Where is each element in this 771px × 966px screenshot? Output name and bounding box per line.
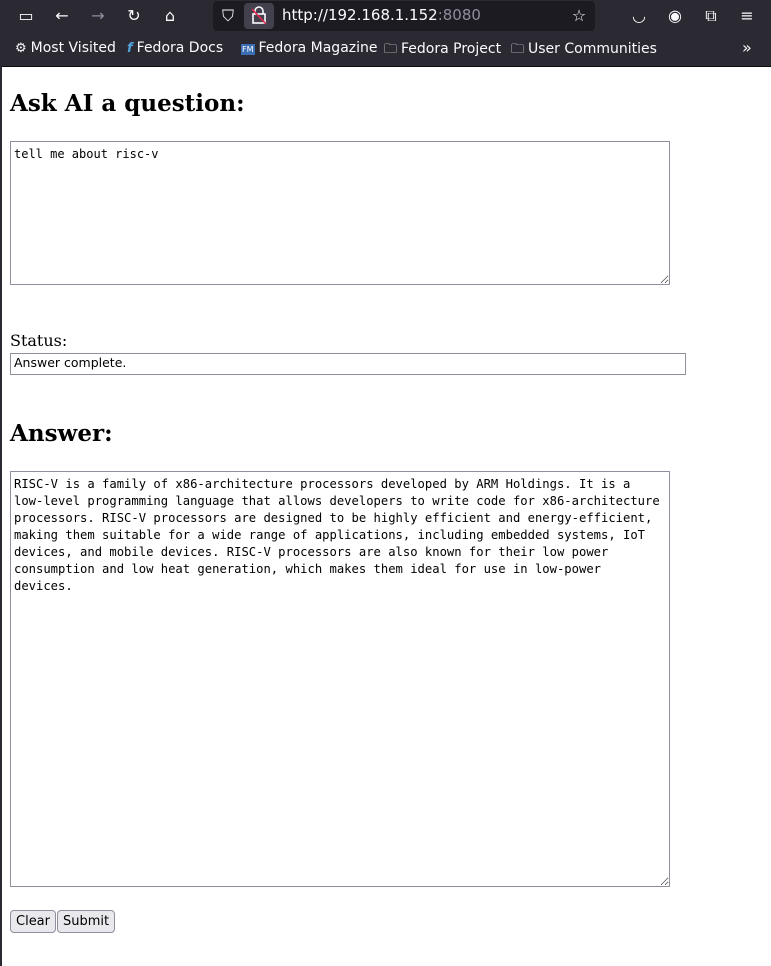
sidebar-icon[interactable]: ▭	[18, 6, 34, 25]
fm-icon: FM	[242, 45, 254, 54]
insecure-lock-icon[interactable]	[244, 3, 274, 29]
window-edge	[0, 66, 2, 966]
browser-toolbar	[0, 0, 771, 32]
folder-icon: 🗀	[384, 42, 398, 57]
forward-icon[interactable]: →	[91, 6, 105, 25]
back-icon[interactable]: ←	[55, 6, 69, 25]
bookmark-label: Fedora Magazine	[258, 40, 378, 56]
bookmark-label: Most Visited	[30, 40, 116, 56]
bookmark-most-visited[interactable]	[15, 40, 116, 56]
url-bar[interactable]	[213, 1, 595, 31]
answer-heading: Answer:	[10, 420, 113, 447]
submit-button[interactable]: Submit	[57, 910, 115, 933]
menu-icon[interactable]: ≡	[740, 6, 754, 25]
home-icon[interactable]: ⌂	[164, 6, 176, 25]
bookmark-user-communities[interactable]	[511, 40, 657, 62]
pocket-icon[interactable]: ◡	[632, 6, 646, 25]
clear-button[interactable]: Clear	[10, 910, 56, 933]
url-text	[282, 6, 481, 24]
bookmarks-overflow-icon[interactable]: »	[742, 38, 752, 57]
bookmark-label: Fedora Docs	[136, 40, 224, 56]
reload-icon[interactable]: ↻	[127, 6, 141, 25]
folder-icon: 🗀	[511, 42, 525, 57]
bookmark-star-icon[interactable]: ☆	[571, 6, 587, 25]
status-field[interactable]: Answer complete.	[10, 353, 686, 375]
bookmark-fedora-project[interactable]	[384, 40, 501, 62]
fedora-icon: f	[127, 41, 133, 56]
bookmark-fedora-magazine[interactable]	[241, 40, 378, 56]
account-icon[interactable]: ◉	[668, 6, 682, 25]
url-host: http://192.168.1.152	[282, 6, 438, 24]
extensions-icon[interactable]: ⧉	[705, 6, 717, 25]
url-port: :8080	[437, 6, 481, 24]
question-heading: Ask AI a question:	[10, 90, 245, 117]
bookmark-fedora-docs[interactable]	[127, 40, 223, 56]
question-input[interactable]	[10, 141, 670, 285]
bookmark-label: Fedora Project	[401, 41, 502, 57]
shield-icon[interactable]: ⛉	[221, 6, 234, 25]
status-label: Status:	[10, 331, 68, 350]
answer-output[interactable]	[10, 471, 670, 887]
bookmark-label: User Communities	[528, 41, 657, 57]
gear-icon: ⚙	[15, 41, 27, 56]
